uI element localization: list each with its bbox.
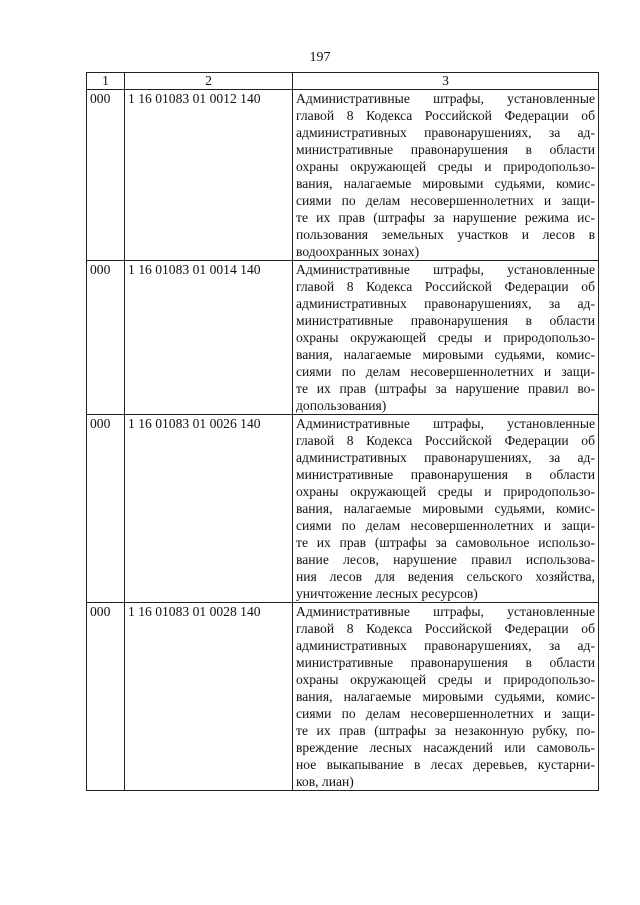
budget-code-cell: 1 16 01083 01 0026 140: [125, 415, 293, 603]
description-line: охраны окружающей среды и природопользо-: [296, 672, 595, 687]
admin-code-cell: 000: [87, 90, 125, 261]
description-line: вание лесов, нарушение правил использова-: [296, 552, 595, 567]
budget-code-cell: 1 16 01083 01 0028 140: [125, 603, 293, 791]
page-number: 197: [309, 50, 331, 65]
description-line: вания, налагаемые мировыми судьями, комис-: [296, 501, 595, 516]
description-line: те их прав (штрафы за нарушение режима ис-: [296, 210, 595, 225]
description-line: вания, налагаемые мировыми судьями, комис-: [296, 176, 595, 191]
description-cell: [293, 261, 599, 415]
description-line: водоохранных зонах): [296, 244, 420, 259]
description-line: охраны окружающей среды и природопользо-: [296, 330, 595, 345]
description-line: вания, налагаемые мировыми судьями, комис-: [296, 689, 595, 704]
description-line: административных правонарушениях, за ад-: [296, 450, 595, 465]
description-line: те их прав (штрафы за самовольное использо-: [296, 535, 595, 550]
description-line: главой 8 Кодекса Российской Федерации об: [296, 621, 595, 636]
description-line: пользования земельных участков и лесов в: [296, 227, 595, 242]
table-header-row: [87, 73, 599, 90]
table-row: [87, 603, 599, 791]
description-line: административных правонарушениях, за ад-: [296, 125, 595, 140]
description-line: охраны окружающей среды и природопользо-: [296, 159, 595, 174]
description-line: Административные штрафы, установленные: [296, 416, 595, 431]
description-line: министративные правонарушения в области: [296, 142, 595, 157]
description-line: сиями по делам несовершеннолетних и защи-: [296, 364, 595, 379]
description-line: главой 8 Кодекса Российской Федерации об: [296, 433, 595, 448]
description-line: сиями по делам несовершеннолетних и защи-: [296, 193, 595, 208]
description-line: министративные правонарушения в области: [296, 467, 595, 482]
header-column-3: 3: [293, 73, 599, 90]
description-line: сиями по делам несовершеннолетних и защи-: [296, 518, 595, 533]
budget-code-cell: 1 16 01083 01 0012 140: [125, 90, 293, 261]
description-line: те их прав (штрафы за нарушение правил во-: [296, 381, 595, 396]
admin-code-cell: 000: [87, 415, 125, 603]
admin-code-cell: 000: [87, 603, 125, 791]
description-line: министративные правонарушения в области: [296, 313, 595, 328]
description-cell: [293, 603, 599, 791]
table-row: [87, 90, 599, 261]
description-line: охраны окружающей среды и природопользо-: [296, 484, 595, 499]
description-line: министративные правонарушения в области: [296, 655, 595, 670]
description-line: те их прав (штрафы за незаконную рубку, по-: [296, 723, 595, 738]
budget-classification-table: [86, 72, 599, 791]
header-column-1: 1: [87, 73, 125, 90]
description-line: уничтожение лесных ресурсов): [296, 586, 478, 601]
description-line: главой 8 Кодекса Российской Федерации об: [296, 279, 595, 294]
description-line: сиями по делам несовершеннолетних и защи-: [296, 706, 595, 721]
header-column-2: 2: [125, 73, 293, 90]
description-line: административных правонарушениях, за ад-: [296, 638, 595, 653]
description-line: Административные штрафы, установленные: [296, 262, 595, 277]
budget-code-cell: 1 16 01083 01 0014 140: [125, 261, 293, 415]
description-line: вания, налагаемые мировыми судьями, комис-: [296, 347, 595, 362]
admin-code-cell: 000: [87, 261, 125, 415]
description-line: ное выкапывание в лесах деревьев, кустарни-: [296, 757, 595, 772]
table-body: [87, 90, 599, 791]
description-line: административных правонарушениях, за ад-: [296, 296, 595, 311]
description-line: ния лесов для ведения сельского хозяйства,: [296, 569, 595, 584]
description-line: главой 8 Кодекса Российской Федерации об: [296, 108, 595, 123]
table-row: [87, 415, 599, 603]
description-line: допользования): [296, 398, 387, 413]
description-line: ков, лиан): [296, 774, 354, 789]
description-line: вреждение лесных насаждений или самоволь-: [296, 740, 595, 755]
table-row: [87, 261, 599, 415]
description-cell: [293, 90, 599, 261]
description-cell: [293, 415, 599, 603]
description-line: Административные штрафы, установленные: [296, 91, 595, 106]
description-line: Административные штрафы, установленные: [296, 604, 595, 619]
